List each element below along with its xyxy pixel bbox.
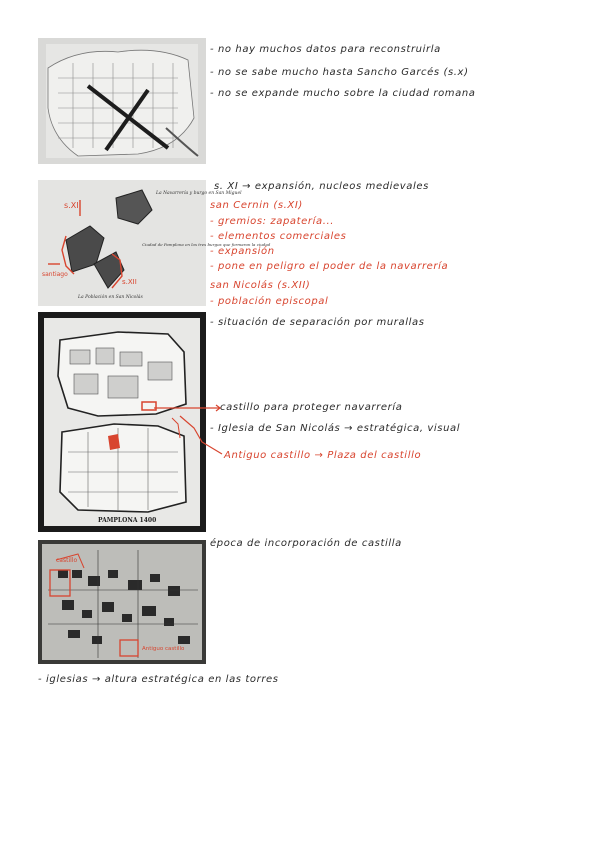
map2-caption-poblacion: La Población en San Nicolás [78, 295, 143, 300]
map2-label-sxii: s.XII [122, 278, 137, 286]
note-line-red: san Nicolás (s.XII) [210, 280, 311, 291]
note-line-red: - pone en peligro el poder de la navarrería [210, 261, 449, 272]
map2-label-sxi: s.XI [64, 201, 79, 210]
map2-caption-navarreria: La Navarrería y burgo en San Miguel [156, 191, 242, 196]
map2-caption-ciudad: Ciudad de Pamplona en los tres burgos que formaron la ciudad [142, 242, 271, 247]
roman-city-map-drawing [38, 38, 206, 164]
roman-city-map-image [38, 38, 206, 164]
note-line: - situación de separación por murallas [210, 317, 425, 328]
note-line-red: - población episcopal [210, 296, 329, 307]
note-line: castillo para proteger navarrería [220, 402, 403, 413]
map3-caption: PAMPLONA 1400 [98, 517, 157, 524]
map4-label-castillo: castillo [56, 557, 78, 564]
castile-period-drawing [38, 540, 206, 664]
note-line: época de incorporación de castilla [210, 538, 402, 549]
section2-heading: s. XI → expansión, nucleos medievales [214, 181, 429, 192]
note-line: - Iglesia de San Nicolás → estratégica, visual [210, 423, 461, 434]
note-line: - no se expande mucho sobre la ciudad romana [210, 88, 476, 99]
map4-label-antiguo-castillo: Antiguo castillo [142, 646, 185, 652]
note-line-red: - expansión [210, 246, 275, 257]
note-line-red: Antiguo castillo → Plaza del castillo [224, 450, 422, 461]
note-line-red: - elementos comerciales [210, 231, 347, 242]
castile-period-map-image [38, 540, 206, 664]
note-line-red: - gremios: zapatería... [210, 216, 335, 227]
map2-label-santiago: santiago [42, 271, 68, 278]
note-line: - no se sabe mucho hasta Sancho Garcés (s.x) [210, 67, 469, 78]
note-line: - no hay muchos datos para reconstruirla [210, 44, 441, 55]
note-line-red: san Cernin (s.XI) [210, 200, 303, 211]
red-arrows [140, 398, 230, 462]
note-line: - iglesias → altura estratégica en las torres [38, 674, 279, 685]
